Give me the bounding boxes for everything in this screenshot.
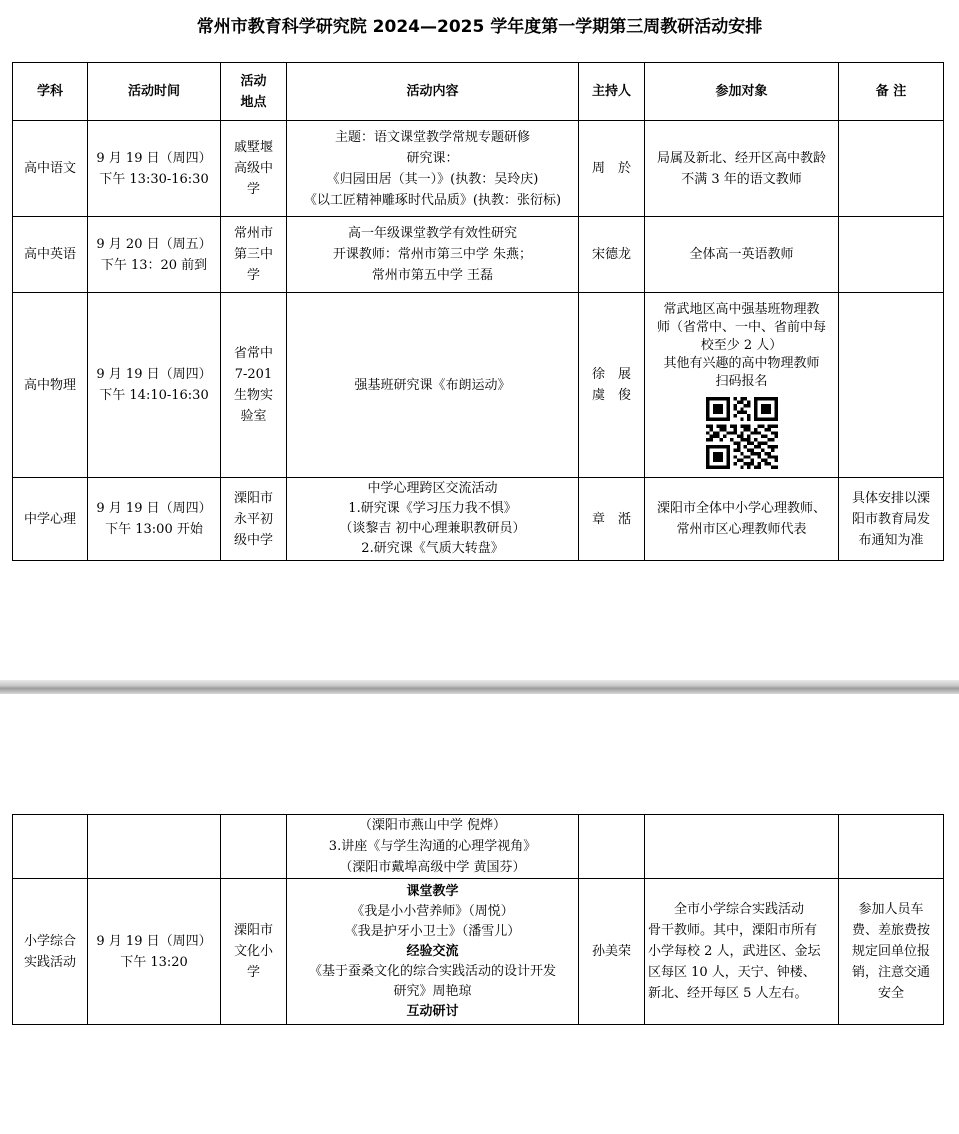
page-break-divider — [0, 680, 959, 694]
cell-participants — [645, 815, 839, 879]
cell-time: 9 月 19 日（周四） 下午 13:00 开始 — [88, 478, 221, 561]
cell-time: 9 月 19 日（周四） 下午 13:20 — [88, 879, 221, 1025]
page-title: 常州市教育科学研究院 2024—2025 学年度第一学期第三周教研活动安排 — [196, 17, 763, 37]
cell-place: 省常中 7-201 生物实 验室 — [221, 293, 287, 478]
cell-time: 9 月 19 日（周四） 下午 14:10-16:30 — [88, 293, 221, 478]
cell-subject — [13, 815, 88, 879]
table-row — [13, 121, 944, 217]
cell-content: 强基班研究课《布朗运动》 — [287, 293, 579, 478]
cell-content: 高一年级课堂教学有效性研究 开课教师：常州市第三中学 朱燕； 常州市第五中学 王磊 — [287, 217, 579, 293]
cell-host: 孙美荣 — [579, 879, 645, 1025]
cell-subject: 小学综合 实践活动 — [13, 879, 88, 1025]
cell-notes — [839, 815, 944, 879]
cell-participants: 常武地区高中强基班物理教 师（省常中、一中、省前中每 校至少 2 人） 其他有兴趣的高中物理教师 扫码报名 — [645, 293, 839, 478]
table-row — [13, 879, 944, 1025]
cell-host: 徐 展 虞 俊 — [579, 293, 645, 478]
table-row — [13, 217, 944, 293]
cell-place — [221, 815, 287, 879]
schedule-table — [12, 62, 944, 561]
qr-code-icon[interactable] — [706, 397, 778, 469]
cell-content: 课堂教学 《我是小小营养师》（周悦） 《我是护牙小卫士》（潘雪儿） 经验交流 《基于蚕桑文化的综合实践活动的设计开发 研究》周艳琼 互动研讨 — [287, 879, 579, 1025]
cell-place: 常州市 第三中 学 — [221, 217, 287, 293]
cell-time: 9 月 19 日（周四） 下午 13:30-16:30 — [88, 121, 221, 217]
cell-participants: 溧阳市全体中小学心理教师、 常州市区心理教师代表 — [645, 478, 839, 561]
cell-participants: 局属及新北、经开区高中教龄 不满 3 年的语文教师 — [645, 121, 839, 217]
cell-participants: 全市小学综合实践活动 骨干教师。其中，溧阳市所有 小学每校 2 人，武进区、金坛 区每区 10 人，天宁、钟楼、 新北、经开每区 5 人左右。 — [645, 879, 839, 1025]
cell-place: 戚墅堰 高级中 学 — [221, 121, 287, 217]
table-row-continuation — [13, 815, 944, 879]
cell-subject: 中学心理 — [13, 478, 88, 561]
table-row — [13, 293, 944, 478]
cell-notes: 参加人员车 费、差旅费按 规定回单位报 销，注意交通 安全 — [839, 879, 944, 1025]
cell-subject: 高中语文 — [13, 121, 88, 217]
cell-participants: 全体高一英语教师 — [645, 217, 839, 293]
header-place: 活动 地点 — [221, 63, 287, 121]
cell-time — [88, 815, 221, 879]
cell-host — [579, 815, 645, 879]
header-participants: 参加对象 — [645, 63, 839, 121]
cell-subject: 高中英语 — [13, 217, 88, 293]
cell-host: 宋德龙 — [579, 217, 645, 293]
cell-subject: 高中物理 — [13, 293, 88, 478]
header-subject: 学科 — [13, 63, 88, 121]
cell-notes: 具体安排以溧 阳市教育局发 布通知为准 — [839, 478, 944, 561]
cell-place: 溧阳市 文化小 学 — [221, 879, 287, 1025]
header-time: 活动时间 — [88, 63, 221, 121]
header-content: 活动内容 — [287, 63, 579, 121]
cell-content: （溧阳市燕山中学 倪烨） 3.讲座《与学生沟通的心理学视角》 （溧阳市戴埠高级中学 黄国芬） — [287, 815, 579, 879]
schedule-table-continued — [12, 814, 944, 1025]
cell-host: 周 於 — [579, 121, 645, 217]
cell-time: 9 月 20 日（周五） 下午 13：20 前到 — [88, 217, 221, 293]
cell-content: 中学心理跨区交流活动 1.研究课《学习压力我不惧》 （谈黎吉 初中心理兼职教研员） 2.研究课《气质大转盘》 — [287, 478, 579, 561]
cell-content: 主题：语文课堂教学常规专题研修 研究课： 《归园田居（其一）》(执教：吴玲庆) 《以工匠精神雕琢时代品质》(执教：张衍标) — [287, 121, 579, 217]
header-notes: 备 注 — [839, 63, 944, 121]
cell-notes — [839, 121, 944, 217]
cell-host: 章 湉 — [579, 478, 645, 561]
cell-place: 溧阳市 永平初 级中学 — [221, 478, 287, 561]
table-row — [13, 478, 944, 561]
cell-notes — [839, 293, 944, 478]
cell-notes — [839, 217, 944, 293]
header-host: 主持人 — [579, 63, 645, 121]
header-row — [13, 63, 944, 121]
